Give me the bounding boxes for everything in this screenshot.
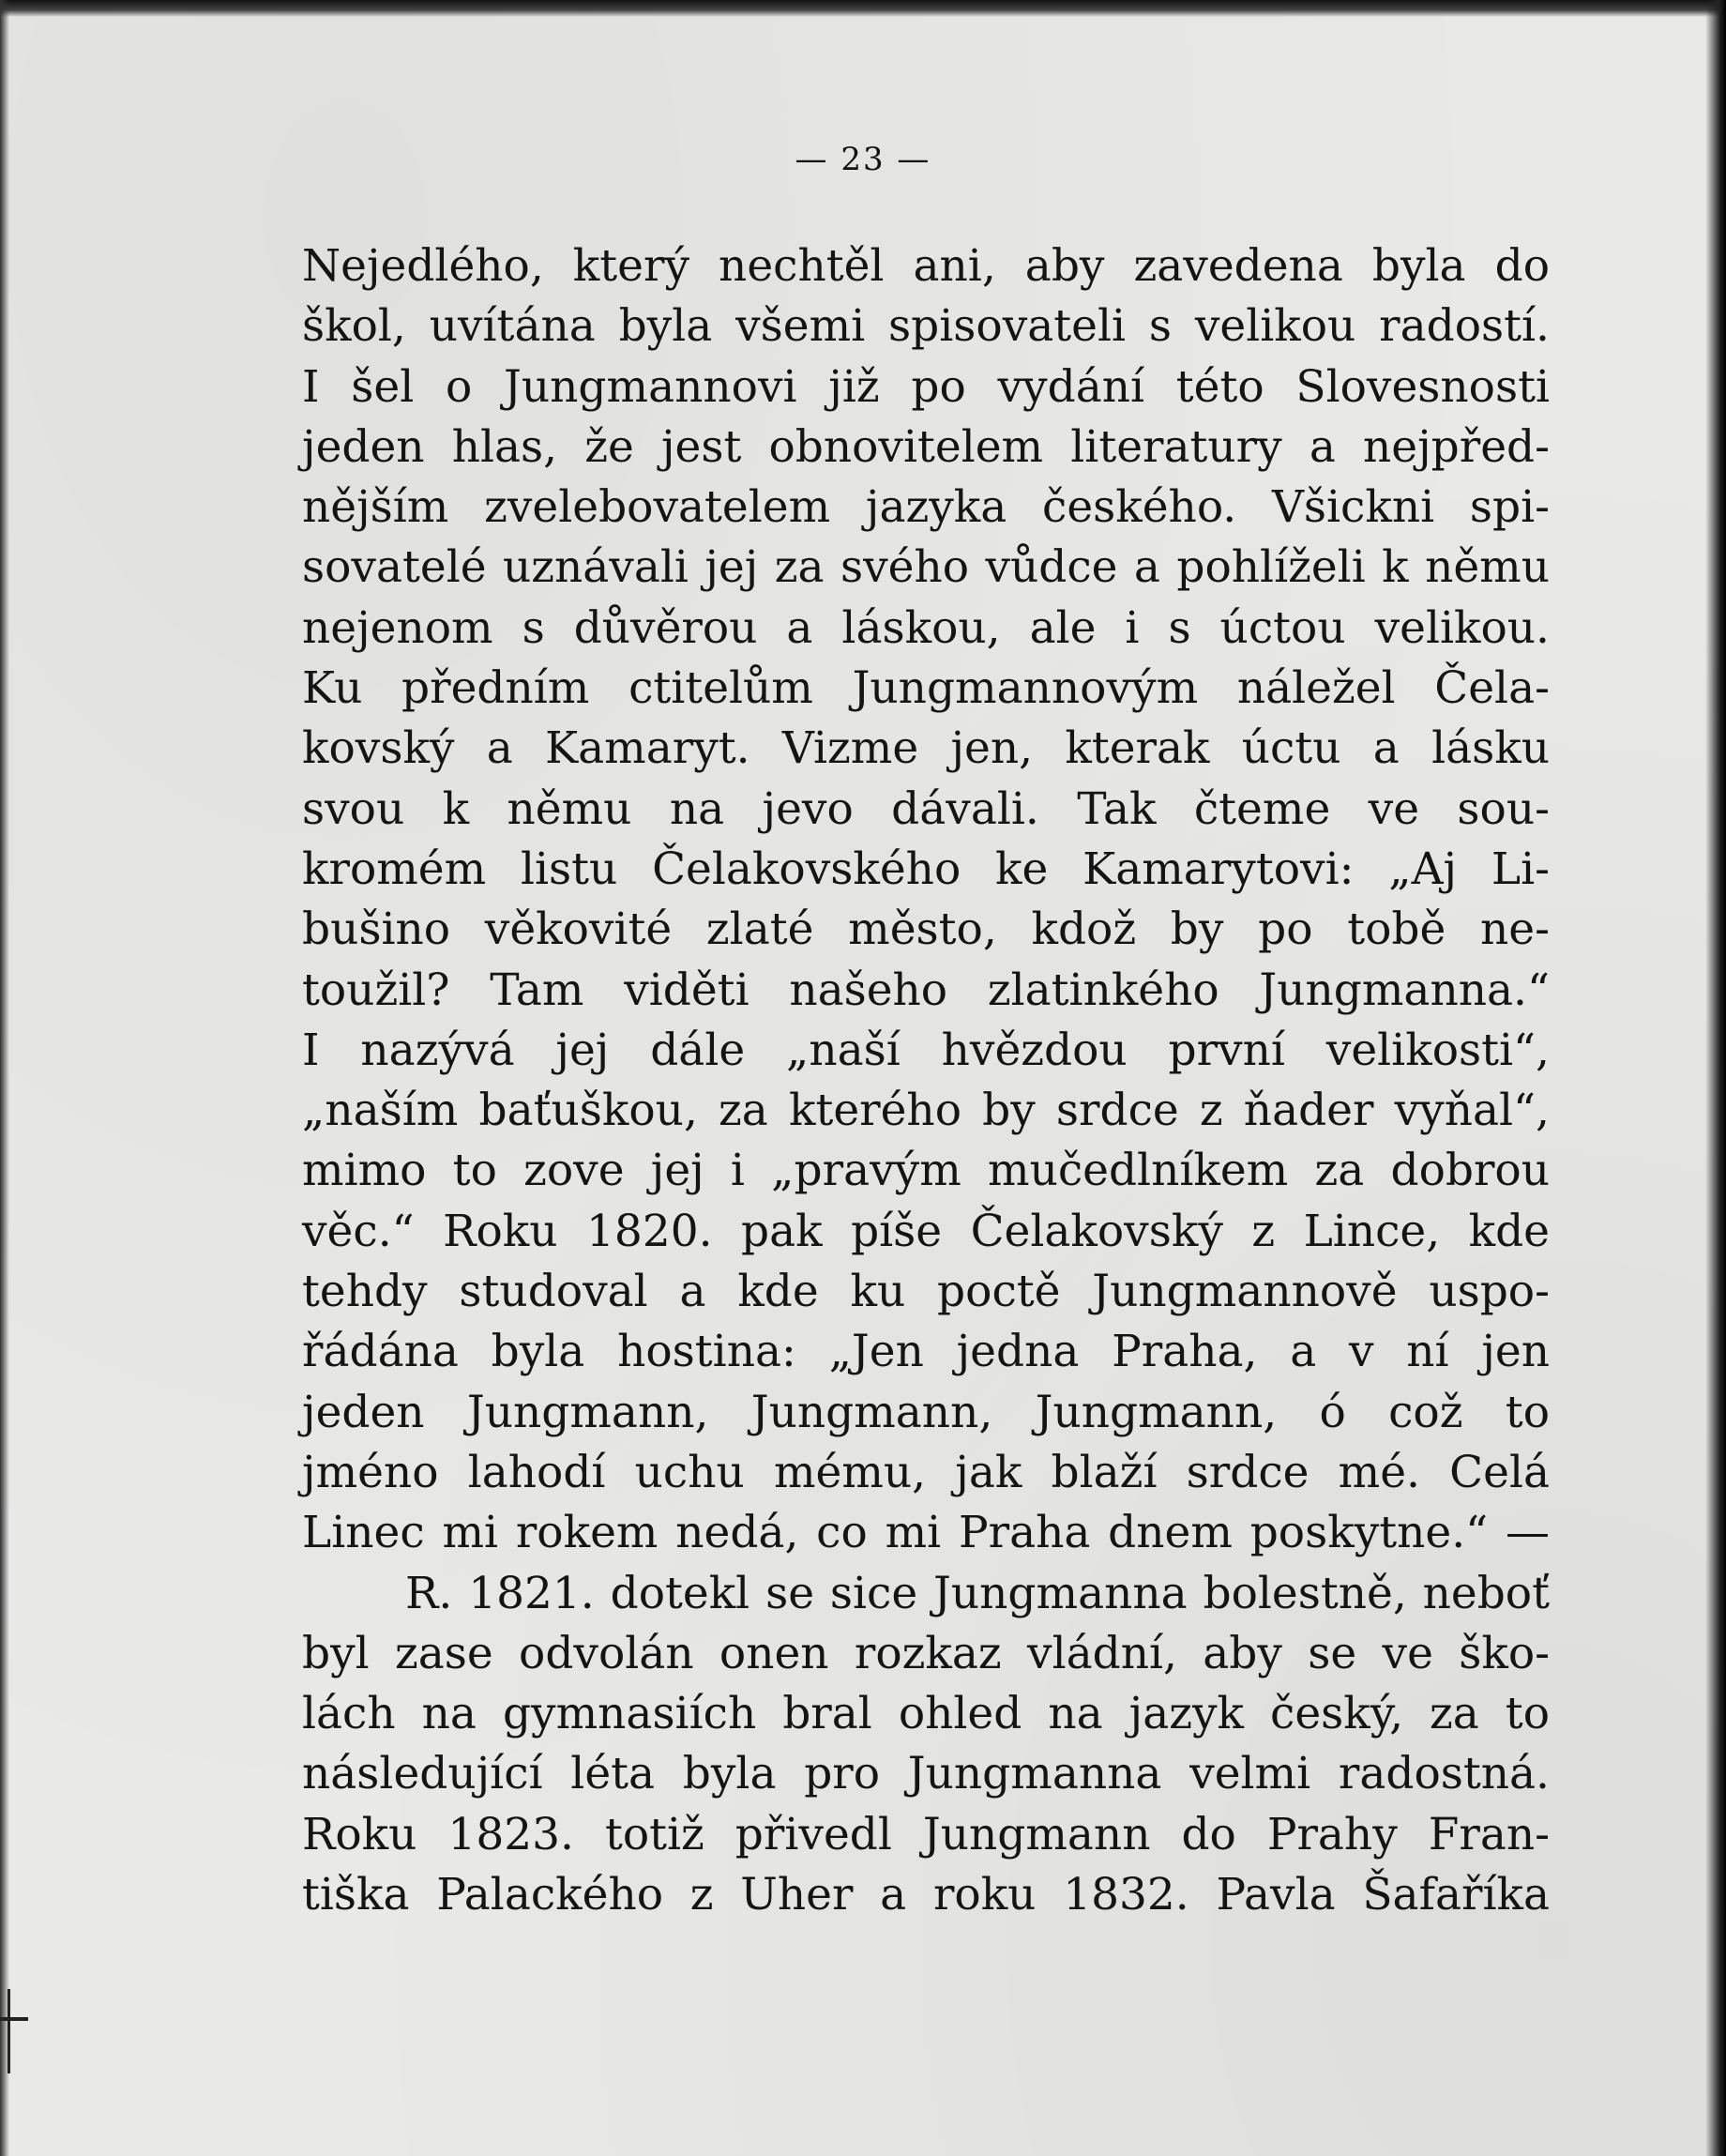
scan-edge-top — [0, 0, 1726, 17]
scan-mark — [8, 1989, 10, 2073]
text-line: věc.“ Roku 1820. pak píše Čelakovský z Lince, kde — [302, 1205, 1550, 1257]
text-line: jeden hlas, že jest obnovitelem literatury a nejpřed- — [302, 420, 1550, 473]
text-line: svou k němu na jevo dávali. Tak čteme ve sou- — [302, 782, 1550, 835]
text-line-paragraph-start: R. 1821. dotekl se sice Jungmanna bolestně, neboť — [405, 1567, 1550, 1619]
text-line: jeden Jungmann, Jungmann, Jungmann, ó což to — [302, 1386, 1550, 1438]
text-line: Linec mi rokem nedá, co mi Praha dnem poskytne.“ — — [302, 1507, 1550, 1559]
scan-edge-left — [0, 0, 9, 2156]
text-line: tehdy studoval a kde ku poctě Jungmannově uspo- — [302, 1266, 1550, 1318]
text-line: Nejedlého, který nechtěl ani, aby zavedena byla do — [302, 240, 1550, 292]
text-line: byl zase odvolán onen rozkaz vládní, aby se ve ško- — [302, 1627, 1550, 1679]
text-line: tiška Palackého z Uher a roku 1832. Pavla Šafaříka — [302, 1869, 1550, 1921]
text-line: kovský a Kamaryt. Vizme jen, kterak úctu a lásku — [302, 722, 1550, 775]
text-line: jméno lahodí uchu mému, jak blaží srdce mé. Celá — [302, 1446, 1550, 1498]
text-line: škol, uvítána byla všemi spisovateli s velikou radostí. — [302, 300, 1550, 353]
text-line: Ku předním ctitelům Jungmannovým náležel Čela- — [302, 662, 1550, 715]
scan-edge-right — [1705, 0, 1726, 2156]
text-line: následující léta byla pro Jungmanna velmi radostná. — [302, 1748, 1550, 1800]
text-line: řádána byla hostina: „Jen jedna Praha, a v ní jen — [302, 1326, 1550, 1378]
text-line: sovatelé uznávali jej za svého vůdce a pohlíželi k němu — [302, 541, 1550, 594]
page-number: — 23 — — [795, 141, 931, 178]
body-text — [302, 236, 1550, 1925]
text-line: lách na gymnasiích bral ohled na jazyk český, za to — [302, 1688, 1550, 1740]
text-line: „naším baťuškou, za kterého by srdce z ňader vyňal“, — [302, 1085, 1550, 1137]
text-line: kromém listu Čelakovského ke Kamarytovi: „Aj Li- — [302, 843, 1550, 895]
text-line: mimo to zove jej i „pravým mučedlníkem za dobrou — [302, 1145, 1550, 1197]
text-line: bušino věkovité zlaté město, kdož by po tobě ne- — [302, 903, 1550, 956]
text-line: I šel o Jungmannovi již po vydání této Slovesnosti — [302, 360, 1550, 413]
text-line: nejenom s důvěrou a láskou, ale i s úctou velikou. — [302, 601, 1550, 654]
text-line: toužil? Tam viděti našeho zlatinkého Jungmanna.“ — [302, 964, 1550, 1016]
scan-mark — [0, 2017, 28, 2021]
text-line: Roku 1823. totiž přivedl Jungmann do Prahy Fran- — [302, 1808, 1550, 1860]
text-line: nějším zvelebovatelem jazyka českého. Všickni spi- — [302, 481, 1550, 534]
text-line: I nazývá jej dále „naší hvězdou první velikosti“, — [302, 1024, 1550, 1076]
